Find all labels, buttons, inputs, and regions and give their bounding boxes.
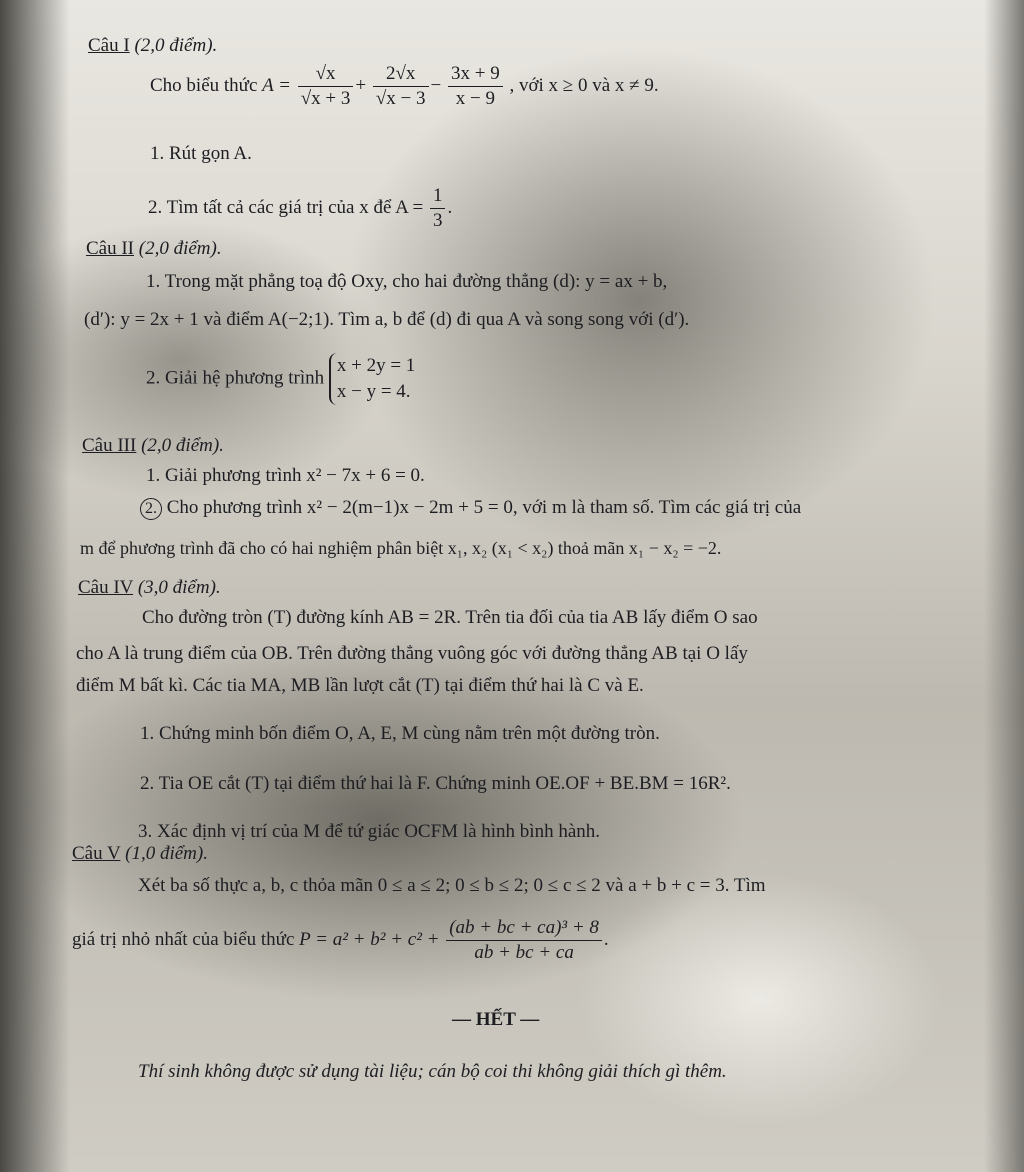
q4-item3: 3. Xác định vị trí của M để tứ giác OCFM là hình bình hành. <box>138 821 601 842</box>
q2-system: x + 2y = 1 x − y = 4. <box>329 353 415 405</box>
q2-points: (2,0 điểm). <box>138 238 222 259</box>
q1-item1: 1. Rút gọn A. <box>150 143 252 164</box>
q2-item1-line1: 1. Trong mặt phẳng toạ độ Oxy, cho hai đường thẳng (d): y = ax + b, <box>146 271 668 292</box>
q3-item2-line2: m để phương trình đã cho có hai nghiệm phân biệt x₁, x₂ (x₁ < x₂) thoả mãn x₁ − x₂ = −2. <box>80 538 722 558</box>
q4-points: (3,0 điểm). <box>137 577 221 598</box>
q5-points: (1,0 điểm). <box>125 843 208 864</box>
q5-heading: Câu V <box>72 843 121 864</box>
q1-intro: Cho biểu thức <box>150 74 258 96</box>
q1-item2-fraction: $\frac{1}{3}$ <box>430 184 446 233</box>
page-shadow-left <box>0 0 70 1172</box>
q1-condition: , với x ≥ 0 và x ≠ 9. <box>509 74 659 96</box>
q1-title <box>88 34 217 58</box>
q1-points: (2,0 điểm). <box>134 35 218 56</box>
end-marker: — HẾT — <box>452 1009 540 1030</box>
q2-heading: Câu II <box>86 238 135 259</box>
q2-title <box>86 237 222 261</box>
q5-fraction: $\frac{\text{(ab + bc + ca)³ + 8}}{ab + bc + ca}$ <box>446 916 602 965</box>
page-shadow-right <box>984 0 1024 1172</box>
q3-item1: 1. Giải phương trình x² − 7x + 6 = 0. <box>146 465 425 486</box>
q4-item2: 2. Tia OE cắt (T) tại điểm thứ hai là F. Chứng minh OE.OF + BE.BM = 16R². <box>140 773 731 794</box>
q4-heading: Câu IV <box>78 577 134 598</box>
q4-line2: cho A là trung điểm của OB. Trên đường thẳng vuông góc với đường thẳng AB tại O lấy <box>76 643 748 664</box>
q5-expression-lhs: P = a² + b² + c² + <box>299 928 440 950</box>
q3-title <box>82 434 224 458</box>
q1-item2: 2. Tìm tất cả các giá trị của x để A = $\frac{1}{3}$ . <box>148 185 453 231</box>
q4-line1: Cho đường tròn (T) đường kính AB = 2R. Trên tia đối của tia AB lấy điểm O sao <box>142 607 758 628</box>
circled-number-2: 2. <box>140 498 162 520</box>
footer-note: Thí sinh không được sử dụng tài liệu; cán bộ coi thi không giải thích gì thêm. <box>138 1061 727 1082</box>
q1-expression: Cho biểu thức A = $\frac{√x}{√x + 3}$ + $\frac{2√x}{√x - 3}$ − $\frac{3x + 9}{x - 9}$ , với x ≥ 0 và x ≠ 9. <box>150 63 659 109</box>
q5-line1: Xét ba số thực a, b, c thỏa mãn 0 ≤ a ≤ 2; 0 ≤ b ≤ 2; 0 ≤ c ≤ 2 và a + b + c = 3. Tìm <box>138 875 766 896</box>
q5-line2: giá trị nhỏ nhất của biểu thức P = a² + b² + c² + $\frac{\text{(ab + bc + ca)³ + 8}}{ab + bc + ca}$ . <box>72 917 609 963</box>
q1-lhs: A = <box>262 74 291 96</box>
q4-item1: 1. Chứng minh bốn điểm O, A, E, M cùng nằm trên một đường tròn. <box>140 723 660 744</box>
q2-item1-line2: (d′): y = 2x + 1 và điểm A(−2;1). Tìm a, b để (d) đi qua A và song song với (d′). <box>84 309 690 330</box>
q5-title <box>72 842 208 866</box>
q1-fraction-2: $\frac{2√x}{√x - 3}$ <box>373 62 429 111</box>
q2-item2: 2. Giải hệ phương trình x + 2y = 1 x − y = 4. <box>146 353 415 405</box>
q1-fraction-1: $\frac{√x}{√x + 3}$ <box>298 62 354 111</box>
q1-heading: Câu I <box>88 35 130 56</box>
q4-line3: điểm M bất kì. Các tia MA, MB lần lượt cắt (T) tại điểm thứ hai là C và E. <box>76 675 644 696</box>
q1-fraction-3: $\frac{3x + 9}{x - 9}$ <box>448 62 503 111</box>
q3-item2-line1: 2. Cho phương trình x² − 2(m−1)x − 2m + 5 = 0, với m là tham số. Tìm các giá trị của <box>140 496 801 520</box>
q3-points: (2,0 điểm). <box>141 435 224 456</box>
q3-heading: Câu III <box>82 435 137 456</box>
q4-title <box>78 576 221 600</box>
